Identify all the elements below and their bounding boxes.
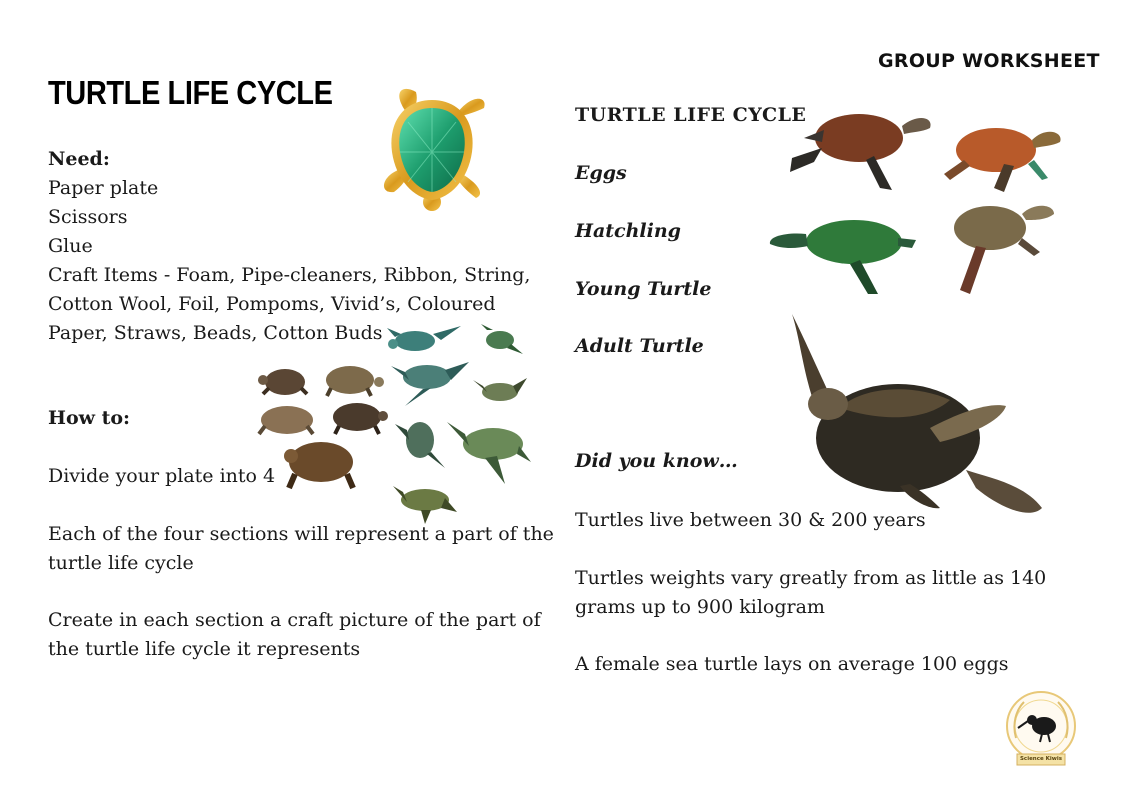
sea-turtle-icon: [387, 326, 461, 351]
sea-turtle-icon: [944, 128, 1061, 192]
tortoise-icon: [259, 406, 313, 434]
step-text: Each of the four sections will represent a part of the: [48, 523, 554, 545]
step-text: Create in each section a craft picture of the part of: [48, 609, 541, 631]
science-kiwis-logo: [1002, 688, 1080, 770]
tortoise-icon: [258, 369, 307, 395]
step-text: the turtle life cycle it represents: [48, 638, 361, 660]
stage-young-turtle: Young Turtle: [575, 278, 712, 300]
sea-turtle-icon: [790, 114, 931, 190]
sea-turtle-icon: [481, 324, 523, 354]
need-item: Scissors: [48, 206, 128, 228]
logo-text: Science Kiwis: [1019, 756, 1063, 762]
sea-turtle-icon: [954, 206, 1054, 294]
gem-turtle-icon: [372, 82, 494, 212]
need-item: Craft Items - Foam, Pipe-cleaners, Ribbon, String,: [48, 264, 531, 286]
sea-turtle-icon: [770, 220, 916, 294]
need-item: Glue: [48, 235, 93, 257]
adult-turtle-image: [780, 308, 1050, 523]
step-text: turtle life cycle: [48, 552, 194, 574]
sea-turtle-icon: [395, 422, 445, 468]
did-you-know-heading: Did you know…: [575, 450, 738, 472]
need-heading: Need:: [48, 148, 110, 170]
tortoise-icon: [333, 403, 388, 434]
section-title: TURTLE LIFE CYCLE: [575, 104, 807, 126]
sea-turtle-icon: [473, 378, 527, 401]
worksheet-label: GROUP WORKSHEET: [878, 50, 1100, 72]
fact-text: grams up to 900 kilogram: [575, 596, 825, 618]
stage-hatchling: Hatchling: [575, 220, 681, 242]
stage-adult-turtle: Adult Turtle: [575, 335, 704, 357]
fact-text: Turtles weights vary greatly from as little as 140: [575, 567, 1047, 589]
sea-turtle-icon: [391, 362, 469, 406]
sea-turtles-image: [764, 108, 1064, 300]
step-text: Divide your plate into 4: [48, 465, 276, 487]
tortoise-icon: [326, 366, 384, 396]
need-item: Paper plate: [48, 177, 159, 199]
howto-heading: How to:: [48, 407, 131, 429]
stage-eggs: Eggs: [575, 162, 627, 184]
fact-text: A female sea turtle lays on average 100 eggs: [575, 653, 1009, 675]
need-item: Cotton Wool, Foil, Pompoms, Vivid’s, Coloured: [48, 293, 496, 315]
turtle-collage-image: [255, 322, 535, 527]
fact-text: Turtles live between 30 & 200 years: [575, 509, 926, 531]
sea-turtle-icon: [447, 422, 531, 484]
sea-turtle-icon: [393, 486, 457, 524]
need-item: Paper, Straws, Beads, Cotton Buds: [48, 322, 383, 344]
tortoise-icon: [284, 442, 353, 488]
page-title: TURTLE LIFE CYCLE: [48, 74, 333, 111]
